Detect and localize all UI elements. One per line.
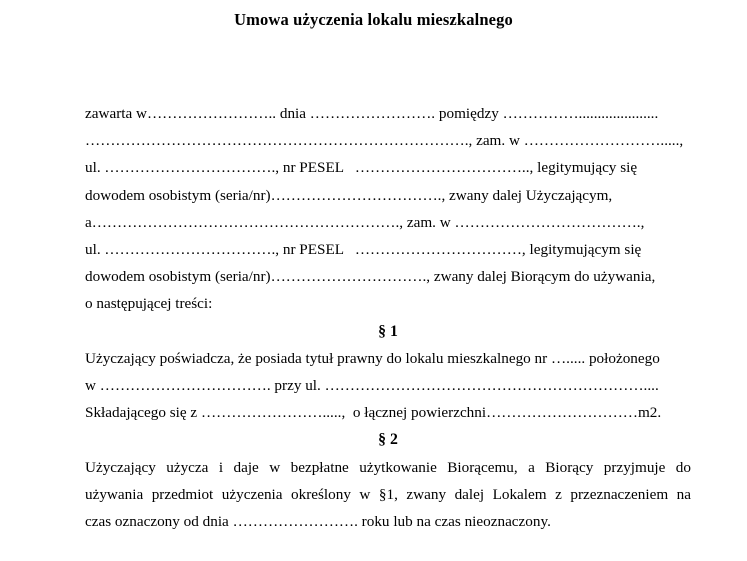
section-2-line: używania przedmiot użyczenia określony w §1, zwany dalej Lokalem z przeznaczeniem na (85, 485, 691, 503)
page-title: Umowa użyczenia lokalu mieszkalnego (234, 10, 513, 29)
intro-line: dowodem osobistym (seria/nr)……………………………., zwany dalej Użyczającym, (85, 186, 613, 204)
section-2-line: Użyczający użycza i daje w bezpłatne użytkowanie Biorącemu, a Biorący przyjmuje do (85, 458, 691, 476)
section-heading-2: § 2 (378, 431, 398, 449)
section-2-line: czas oznaczony od dnia ……………………. roku lub na czas nieoznaczony. (85, 513, 551, 531)
intro-line: dowodem osobistym (seria/nr)…………………………., zwany dalej Biorącym do używania, (85, 268, 656, 286)
section-1-line: w ……………………………. przy ul. ……………………………………………………….... (85, 377, 659, 395)
intro-line: ul. ……………………………., nr PESEL …………………………….., legitymujący się (85, 159, 638, 177)
document-body (85, 100, 691, 535)
intro-line: …………………………………………………………………., zam. w ………………………....., (85, 132, 684, 150)
intro-line: ul. ……………………………., nr PESEL ……………………………, legitymującym się (85, 241, 642, 259)
intro-line: o następującej treści: (85, 295, 213, 313)
intro-line: a……………………………………………………., zam. w ………………………………., (85, 213, 645, 231)
intro-line: zawarta w…………………….. dnia ……………………. pomiędzy ……………..................... (85, 105, 659, 122)
section-1-line: Składającego się z ……………………....., o łącznej powierzchni…………………………m2. (85, 404, 662, 422)
section-heading-1: § 1 (378, 322, 398, 340)
section-1-line: Użyczający poświadcza, że posiada tytuł prawny do lokalu mieszkalnego nr …..... położonego (85, 349, 660, 367)
